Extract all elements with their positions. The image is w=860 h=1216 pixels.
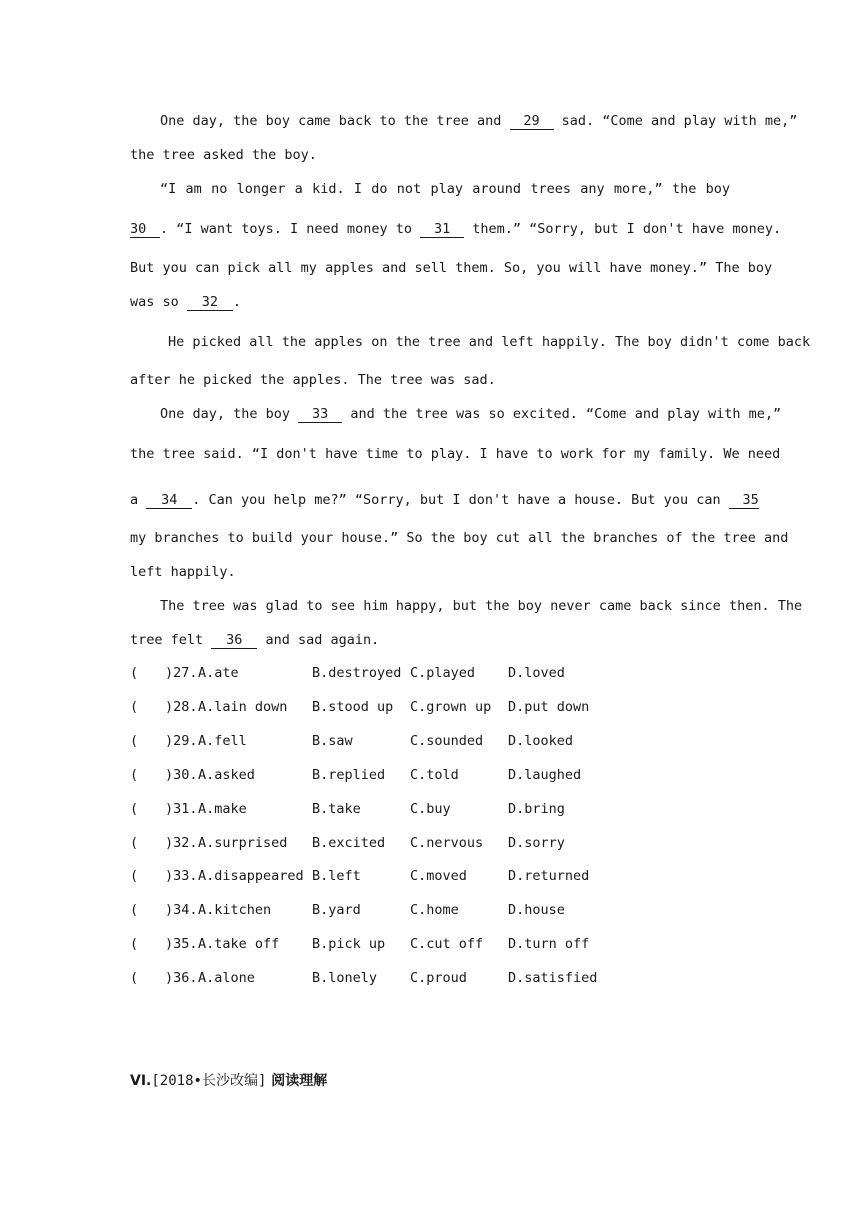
option-c[interactable]: C.nervous xyxy=(410,835,484,851)
paragraph-line xyxy=(130,294,730,311)
text: sad. “Come and play with me,” xyxy=(561,113,798,129)
paragraph-line: left happily. xyxy=(130,564,236,580)
text: . Can you help me?” “Sorry, but I don't have a house. But you can xyxy=(192,492,721,508)
paragraph-line: the tree said. “I don't have time to play. I have to work for my family. We need xyxy=(130,446,781,462)
question-number: )27. xyxy=(165,665,198,681)
blank-32[interactable]: 32 xyxy=(187,295,233,311)
option-b[interactable]: B.lonely xyxy=(312,970,378,986)
section-source: [2018•长沙改编] xyxy=(151,1073,267,1089)
text: was so xyxy=(130,294,179,310)
text: . “I want toys. I need money to xyxy=(160,221,412,237)
text: a xyxy=(130,492,139,508)
option-d[interactable]: D.bring xyxy=(508,801,565,817)
option-b[interactable]: B.take xyxy=(312,801,361,817)
option-b[interactable]: B.saw xyxy=(312,733,353,749)
option-a[interactable]: A.lain down xyxy=(198,699,288,715)
option-b[interactable]: B.stood up xyxy=(312,699,394,715)
paragraph-line xyxy=(130,492,759,509)
question-number: )29. xyxy=(165,733,198,749)
text: and the tree was so excited. “Come and play with me,” xyxy=(350,406,782,422)
text: them.” “Sorry, but I don't have money. xyxy=(472,221,782,237)
option-b[interactable]: B.excited xyxy=(312,835,386,851)
answer-paren[interactable]: ( xyxy=(130,970,139,986)
blank-30[interactable]: 30 xyxy=(130,222,160,238)
blank-29[interactable]: 29 xyxy=(510,114,554,130)
question-number: )31. xyxy=(165,801,198,817)
text: One day, the boy xyxy=(160,406,291,422)
text: the tree asked the boy. xyxy=(130,147,317,163)
answer-paren[interactable]: ( xyxy=(130,767,139,783)
option-a[interactable]: A.kitchen xyxy=(198,902,272,918)
option-a[interactable]: A.make xyxy=(198,801,247,817)
option-a[interactable]: A.surprised xyxy=(198,835,288,851)
option-c[interactable]: C.moved xyxy=(410,868,467,884)
text: . xyxy=(232,294,242,310)
blank-34[interactable]: 34 xyxy=(146,493,192,509)
option-d[interactable]: D.put down xyxy=(508,699,590,715)
option-d[interactable]: D.laughed xyxy=(508,767,582,783)
option-b[interactable]: B.destroyed xyxy=(312,665,402,681)
option-d[interactable]: D.returned xyxy=(508,868,590,884)
option-b[interactable]: B.pick up xyxy=(312,936,386,952)
option-c[interactable]: C.grown up xyxy=(410,699,492,715)
option-d[interactable]: D.loved xyxy=(508,665,565,681)
answer-paren[interactable]: ( xyxy=(130,936,139,952)
option-a[interactable]: A.take off xyxy=(198,936,280,952)
option-c[interactable]: C.home xyxy=(410,902,459,918)
question-number: )32. xyxy=(165,835,198,851)
answer-paren[interactable]: ( xyxy=(130,699,139,715)
blank-35[interactable]: 35 xyxy=(729,493,759,509)
paragraph-line xyxy=(160,406,782,423)
paragraph-line: But you can pick all my apples and sell them. So, you will have money.” The boy xyxy=(130,260,773,276)
option-c[interactable]: C.proud xyxy=(410,970,467,986)
paragraph-line: after he picked the apples. The tree was sad. xyxy=(130,372,496,388)
answer-paren[interactable]: ( xyxy=(130,835,139,851)
option-c[interactable]: C.played xyxy=(410,665,476,681)
option-c[interactable]: C.cut off xyxy=(410,936,484,952)
section-title: 阅读理解 xyxy=(271,1073,328,1089)
answer-paren[interactable]: ( xyxy=(130,801,139,817)
option-a[interactable]: A.disappeared xyxy=(198,868,304,884)
option-a[interactable]: A.ate xyxy=(198,665,239,681)
blank-36[interactable]: 36 xyxy=(211,633,257,649)
paragraph-line: my branches to build your house.” So the boy cut all the branches of the tree and xyxy=(130,530,789,546)
paragraph-line xyxy=(130,632,730,649)
question-number: )33. xyxy=(165,868,198,884)
blank-33[interactable]: 33 xyxy=(298,407,342,423)
option-b[interactable]: B.yard xyxy=(312,902,361,918)
paragraph-line: “I am no longer a kid. I do not play around trees any more,” the boy xyxy=(160,181,730,197)
answer-paren[interactable]: ( xyxy=(130,902,139,918)
blank-31[interactable]: 31 xyxy=(420,222,464,238)
question-number: )35. xyxy=(165,936,198,952)
paragraph-line xyxy=(130,147,730,163)
option-c[interactable]: C.sounded xyxy=(410,733,484,749)
question-number: )34. xyxy=(165,902,198,918)
option-b[interactable]: B.replied xyxy=(312,767,386,783)
answer-paren[interactable]: ( xyxy=(130,868,139,884)
paragraph-line xyxy=(160,113,798,130)
text: One day, the boy came back to the tree and xyxy=(160,113,502,129)
option-a[interactable]: A.fell xyxy=(198,733,247,749)
option-d[interactable]: D.sorry xyxy=(508,835,565,851)
answer-paren[interactable]: ( xyxy=(130,665,139,681)
paragraph-line xyxy=(130,221,782,238)
question-number: )36. xyxy=(165,970,198,986)
section-numeral: VI. xyxy=(130,1073,152,1089)
option-c[interactable]: C.told xyxy=(410,767,459,783)
option-b[interactable]: B.left xyxy=(312,868,361,884)
question-number: )30. xyxy=(165,767,198,783)
option-d[interactable]: D.satisfied xyxy=(508,970,598,986)
paragraph-line: The tree was glad to see him happy, but the boy never came back since then. The xyxy=(160,598,803,614)
text: and sad again. xyxy=(265,632,380,648)
option-a[interactable]: A.alone xyxy=(198,970,255,986)
question-number: )28. xyxy=(165,699,198,715)
option-d[interactable]: D.turn off xyxy=(508,936,590,952)
section-heading xyxy=(130,1070,327,1090)
option-d[interactable]: D.looked xyxy=(508,733,574,749)
option-d[interactable]: D.house xyxy=(508,902,565,918)
paragraph-line: He picked all the apples on the tree and left happily. The boy didn't come back xyxy=(168,334,811,350)
option-c[interactable]: C.buy xyxy=(410,801,451,817)
option-a[interactable]: A.asked xyxy=(198,767,255,783)
answer-paren[interactable]: ( xyxy=(130,733,139,749)
text: tree felt xyxy=(130,632,204,648)
